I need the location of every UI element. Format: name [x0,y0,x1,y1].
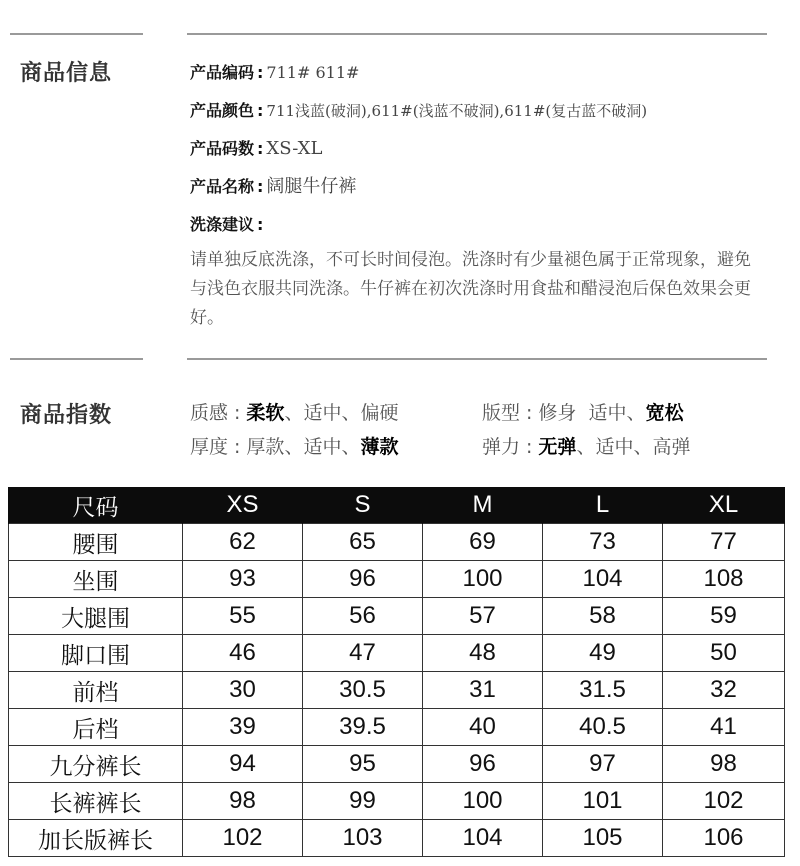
size-header-l: L [543,487,663,524]
table-cell: 102 [183,820,303,857]
row-label: 加长版裤长 [9,820,183,857]
info-colon: : [257,101,264,120]
table-cell: 40 [423,709,543,746]
info-label-code: 产品编码 [190,63,255,82]
row-label: 长裤裤长 [9,783,183,820]
product-info-title: 商品信息 [20,61,113,86]
table-cell: 100 [423,561,543,598]
row-label: 后档 [9,709,183,746]
table-cell: 58 [543,598,663,635]
table-cell: 48 [423,635,543,672]
table-cell: 32 [663,672,785,709]
size-header-m: M [423,487,543,524]
info-value-code: 711# 611# [266,63,360,82]
table-cell: 108 [663,561,785,598]
index-option: 高弹 [652,436,691,458]
index-option: 适中 [588,402,627,424]
size-table-header-row [9,487,785,524]
table-cell: 73 [543,524,663,561]
table-cell: 105 [543,820,663,857]
index-option: 适中 [595,436,634,458]
table-cell: 106 [663,820,785,857]
size-chart-table [8,487,785,857]
row-label: 九分裤长 [9,746,183,783]
row-label: 腰围 [9,524,183,561]
table-cell: 97 [543,746,663,783]
size-header-xl: XL [663,487,785,524]
index-elasticity: 弹力 : 无弹、适中、高弹 [482,436,691,458]
info-value-size: XS-XL [266,138,323,159]
info-label-color: 产品颜色 [190,101,255,120]
table-cell: 31.5 [543,672,663,709]
table-row [9,746,785,783]
table-row [9,672,785,709]
index-option-selected: 柔软 [246,402,285,424]
table-cell: 69 [423,524,543,561]
table-cell: 31 [423,672,543,709]
table-cell: 39 [183,709,303,746]
index-option: 修身 [538,402,577,424]
info-colon: : [257,63,264,82]
info-value-color: 711浅蓝(破洞),611#(浅蓝不破洞),611#(复古蓝不破洞) [266,102,648,120]
table-cell: 102 [663,783,785,820]
divider-mid-right [187,358,767,360]
index-colon: : [234,402,241,424]
info-row-washing [190,210,790,248]
table-cell: 104 [423,820,543,857]
info-colon: : [257,177,264,196]
info-label-name: 产品名称 [190,177,255,196]
row-label: 大腿围 [9,598,183,635]
table-cell: 96 [303,561,423,598]
product-info-block [190,58,790,333]
table-cell: 104 [543,561,663,598]
index-option-selected: 薄款 [360,436,399,458]
info-row-size [190,134,790,172]
table-cell: 47 [303,635,423,672]
index-option: 偏硬 [360,402,399,424]
table-cell: 30 [183,672,303,709]
table-cell: 46 [183,635,303,672]
index-texture: 质感 : 柔软、适中、偏硬 [190,402,399,424]
table-cell: 101 [543,783,663,820]
table-row [9,598,785,635]
row-label: 前档 [9,672,183,709]
table-cell: 77 [663,524,785,561]
table-cell: 59 [663,598,785,635]
table-row [9,783,785,820]
index-label-texture: 质感 [190,402,229,424]
table-cell: 56 [303,598,423,635]
size-header-label: 尺码 [9,487,183,524]
index-option: 适中 [303,402,342,424]
table-row [9,709,785,746]
table-cell: 98 [183,783,303,820]
table-cell: 100 [423,783,543,820]
row-label: 脚口围 [9,635,183,672]
info-colon: : [257,215,264,234]
table-cell: 99 [303,783,423,820]
table-row [9,635,785,672]
info-label-washing: 洗涤建议 [190,215,255,234]
index-label-elasticity: 弹力 [482,436,521,458]
info-row-name [190,172,790,210]
product-index-title: 商品指数 [20,403,113,428]
index-fit: 版型 : 修身 适中、宽松 [482,402,684,424]
index-label-fit: 版型 [482,402,521,424]
table-cell: 103 [303,820,423,857]
info-label-size: 产品码数 [190,139,255,158]
index-option-selected: 宽松 [645,402,684,424]
index-option-selected: 无弹 [538,436,577,458]
table-cell: 57 [423,598,543,635]
table-cell: 49 [543,635,663,672]
info-row-code [190,58,790,96]
table-cell: 62 [183,524,303,561]
table-cell: 39.5 [303,709,423,746]
index-option: 厚款 [246,436,285,458]
table-cell: 40.5 [543,709,663,746]
row-label: 坐围 [9,561,183,598]
table-cell: 50 [663,635,785,672]
divider-mid-left [10,358,143,360]
info-value-name: 阔腿牛仔裤 [266,176,357,197]
index-option: 适中 [303,436,342,458]
index-colon: : [526,436,533,458]
table-cell: 96 [423,746,543,783]
divider-top-right [187,33,767,35]
table-row [9,820,785,857]
info-row-color [190,96,790,134]
size-header-xs: XS [183,487,303,524]
index-colon: : [234,436,241,458]
index-label-thickness: 厚度 [190,436,229,458]
washing-instructions: 请单独反底洗涤，不可长时间侵泡。洗涤时有少量褪色属于正常现象，避免与浅色衣服共同洗涤。牛仔裤在初次洗涤时用食盐和醋浸泡后保色效果会更好。 [190,250,751,328]
table-cell: 55 [183,598,303,635]
index-colon: : [526,402,533,424]
table-cell: 65 [303,524,423,561]
info-colon: : [257,139,264,158]
table-row [9,561,785,598]
table-cell: 93 [183,561,303,598]
divider-top-left [10,33,143,35]
table-cell: 94 [183,746,303,783]
table-row [9,524,785,561]
table-cell: 30.5 [303,672,423,709]
index-thickness: 厚度 : 厚款、适中、薄款 [190,436,399,458]
size-header-s: S [303,487,423,524]
table-cell: 41 [663,709,785,746]
table-cell: 95 [303,746,423,783]
table-cell: 98 [663,746,785,783]
